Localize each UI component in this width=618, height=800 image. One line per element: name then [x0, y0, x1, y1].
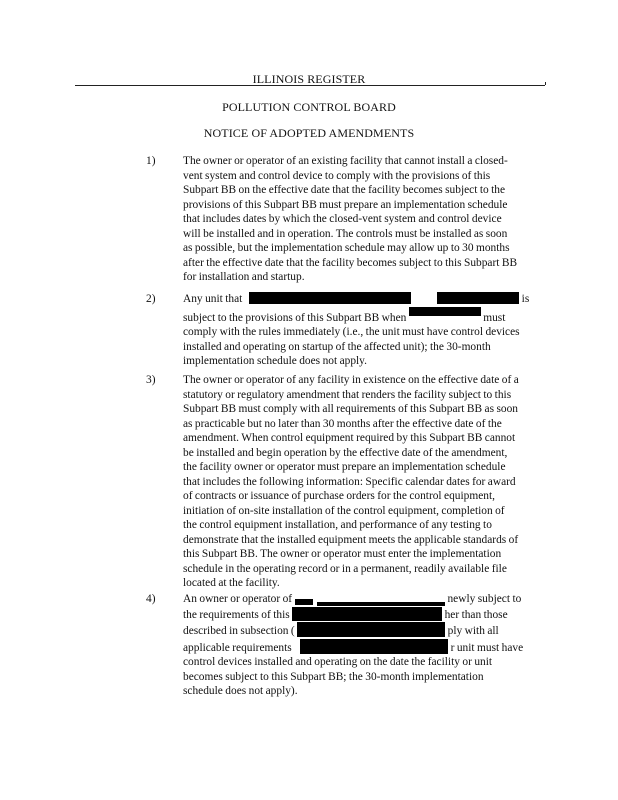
paragraph-line: vent system and control device to comply with the provisions of this: [183, 169, 491, 182]
paragraph-line: amendment. When control equipment required by this Subpart BB cannot: [183, 432, 516, 444]
item-paragraph: [183, 373, 545, 591]
paragraph-line: located at the facility.: [183, 577, 280, 589]
item-number: 2): [146, 293, 156, 305]
line-text: is: [521, 293, 530, 305]
item-paragraph: [183, 592, 545, 699]
paragraph-line: this Subpart BB. The owner or operator must enter the implementation: [183, 548, 502, 560]
paragraph-line: schedule does not apply).: [183, 685, 298, 697]
redaction-block: [409, 307, 481, 316]
redaction-block: [295, 599, 313, 605]
paragraph-line: as practicable but no later than 30 months after the effective date of the: [183, 417, 502, 430]
line-text: Any unit that: [183, 293, 243, 305]
line-text: ply with all: [447, 625, 499, 637]
paragraph-line: [183, 622, 545, 639]
paragraph-line: statutory or regulatory amendment that renders the facility subject to this: [183, 388, 512, 401]
paragraph-line: of contracts or issuance of purchase orders for the control equipment,: [183, 490, 495, 502]
paragraph-line: the control equipment installation, and performance of any testing to: [183, 519, 492, 531]
line-text: must: [483, 311, 506, 324]
redaction-block: [317, 602, 445, 606]
line-text: described in subsection (: [183, 625, 295, 637]
paragraph-line: for installation and startup.: [183, 271, 305, 283]
item-paragraph: [183, 292, 545, 369]
line-text: subject to the provisions of this Subpart BB when: [183, 311, 407, 324]
paragraph-line: schedule in the operating record or in a permanent, readily available file: [183, 562, 507, 575]
line-text: her than those: [444, 608, 508, 621]
board-title: POLLUTION CONTROL BOARD: [222, 100, 396, 114]
notice-title: NOTICE OF ADOPTED AMENDMENTS: [203, 126, 415, 140]
line-text: applicable requirements: [183, 641, 292, 654]
paragraph-line: as possible, but the implementation schedule may allow up to 30 months: [183, 242, 510, 254]
redaction-block: [297, 622, 445, 637]
line-text: An owner or operator of: [183, 593, 293, 605]
item-paragraph: [183, 154, 545, 285]
item-number: 3): [146, 374, 156, 386]
paragraph-line: demonstrate that the installed equipment meets the applicable standards of: [183, 533, 519, 546]
paragraph-line: [183, 607, 545, 623]
paragraph-line: becomes subject to this Subpart BB; the 30-month implementation: [183, 670, 484, 683]
item-number: 1): [146, 155, 156, 167]
paragraph-line: [183, 307, 545, 326]
paragraph-line: [183, 639, 545, 656]
line-text: r unit must have: [450, 641, 524, 654]
redaction-block: [249, 292, 411, 304]
line-text: newly subject to: [447, 593, 522, 605]
paragraph-line: that includes the following information: Specific calendar dates for award: [183, 475, 516, 488]
paragraph-line: provisions of this Subpart BB must prepare an implementation schedule: [183, 198, 508, 211]
paragraph-line: the facility owner or operator must prepare an implementation schedule: [183, 461, 506, 473]
redaction-block: [292, 607, 442, 621]
paragraph-line: that includes dates by which the closed-vent system and control device: [183, 213, 502, 225]
paragraph-line: The owner or operator of any facility in existence on the effective date of a: [183, 374, 519, 386]
paragraph-line: The owner or operator of an existing facility that cannot install a closed-: [183, 155, 508, 167]
item-number: 4): [146, 593, 156, 605]
paragraph-line: will be installed and in operation. The controls must be installed as soon: [183, 227, 508, 240]
paragraph-line: installed and operating on startup of the affected unit); the 30-month: [183, 340, 491, 353]
register-title: ILLINOIS REGISTER: [252, 72, 366, 86]
paragraph-line: control devices installed and operating on the date the facility or unit: [183, 656, 493, 668]
paragraph-line: [183, 292, 545, 307]
paragraph-line: Subpart BB on the effective date that the facility becomes subject to the: [183, 184, 506, 196]
redaction-block: [300, 639, 448, 654]
paragraph-line: be installed and begin operation by the effective date of the amendment,: [183, 446, 508, 459]
redaction-block: [437, 292, 519, 304]
paragraph-line: after the effective date that the facility becomes subject to this Subpart BB: [183, 256, 518, 269]
paragraph-line: Subpart BB must comply with all requirements of this Subpart BB as soon: [183, 403, 519, 415]
paragraph-line: initiation of on-site installation of the control equipment, completion of: [183, 504, 505, 517]
paragraph-line: implementation schedule does not apply.: [183, 355, 367, 367]
paragraph-line: [183, 592, 545, 607]
paragraph-line: comply with the rules immediately (i.e., the unit must have control devices: [183, 326, 520, 338]
line-text: the requirements of this: [183, 608, 290, 621]
